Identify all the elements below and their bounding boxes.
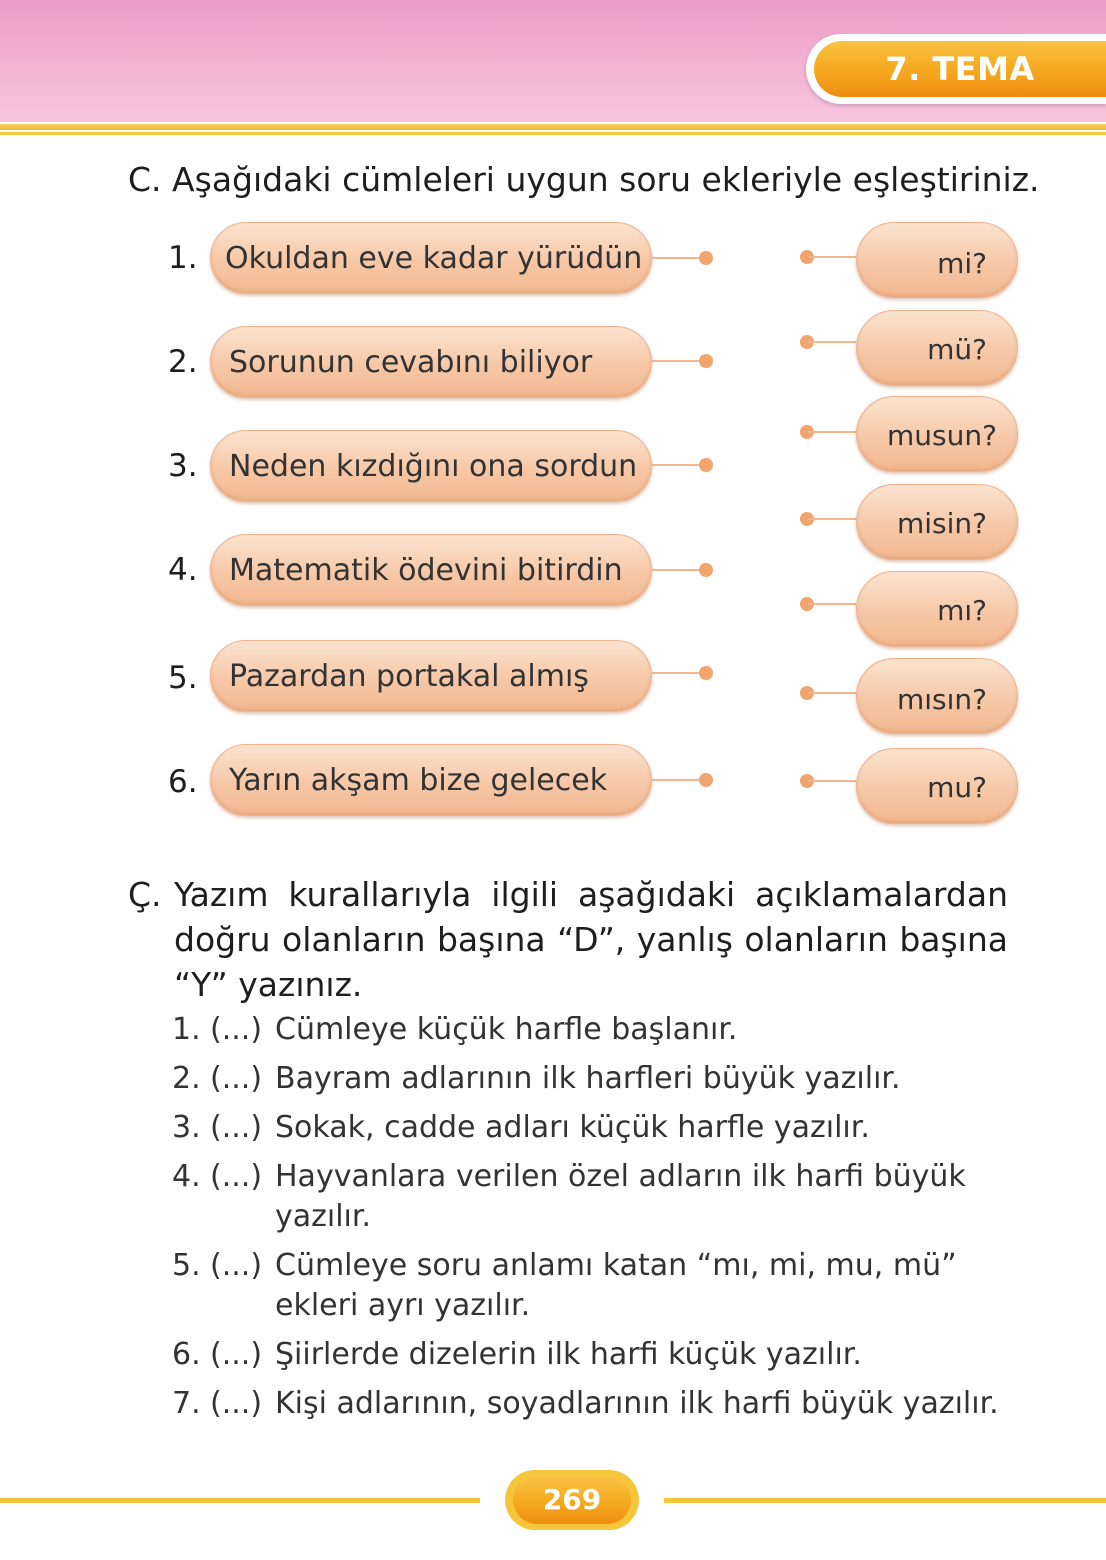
footer-divider-right	[664, 1498, 1106, 1503]
sentence-number: 5.	[168, 660, 198, 696]
connector-line	[808, 431, 856, 433]
suffix-pill	[856, 658, 1018, 734]
sentence-pill	[210, 744, 652, 816]
sentence-pill	[210, 430, 652, 502]
page-number: 269	[513, 1476, 631, 1524]
match-dot[interactable]	[699, 666, 713, 680]
suffix-pill	[856, 748, 1018, 824]
section-c-instruction: Aşağıdaki cümleleri uygun soru ekleriyle eşleştiriniz.	[172, 160, 1040, 199]
section-cc-instruction: Yazım kurallarıyla ilgili aşağıdaki açıklamalardan doğru olanların başına “D”, yanlış olanların başına “Y” yazınız.	[174, 875, 1008, 1004]
connector-line	[808, 341, 856, 343]
statement-text: Sokak, cadde adları küçük harfle yazılır.	[275, 1110, 870, 1145]
connector-line	[808, 780, 856, 782]
sentence-text: Matematik ödevini bitirdin	[229, 553, 623, 588]
sentence-number: 2.	[168, 344, 198, 380]
answer-blank[interactable]: (...)	[210, 1159, 263, 1194]
statement-number: 3.	[172, 1110, 201, 1145]
page-number-badge	[505, 1470, 639, 1530]
statement-text: Cümleye soru anlamı katan “mı, mi, mu, mü” ekleri ayrı yazılır.	[275, 1248, 957, 1323]
tema-label: 7. TEMA	[814, 41, 1106, 97]
section-c-title	[128, 160, 1040, 199]
connector-line	[652, 257, 704, 259]
suffix-text: misin?	[896, 507, 987, 540]
connector-line	[808, 603, 856, 605]
suffix-pill	[856, 396, 1018, 472]
answer-blank[interactable]: (...)	[210, 1061, 263, 1096]
match-dot[interactable]	[699, 458, 713, 472]
statement-item	[172, 1059, 1012, 1099]
header-divider-thin	[0, 132, 1106, 135]
statement-item	[172, 1246, 1012, 1326]
statement-item	[172, 1010, 1012, 1050]
statement-item	[172, 1157, 1012, 1237]
suffix-pill	[856, 310, 1018, 386]
suffix-text: musun?	[887, 419, 997, 452]
statement-item	[172, 1335, 1012, 1375]
suffix-pill	[856, 484, 1018, 560]
connector-line	[808, 518, 856, 520]
statement-number: 5.	[172, 1248, 201, 1283]
statement-number: 6.	[172, 1337, 201, 1372]
suffix-text: mısın?	[896, 683, 987, 716]
match-dot[interactable]	[699, 354, 713, 368]
sentence-number: 6.	[168, 764, 198, 800]
connector-line	[808, 256, 856, 258]
answer-blank[interactable]: (...)	[210, 1110, 263, 1145]
footer-divider-left	[0, 1498, 480, 1503]
statement-item	[172, 1384, 1012, 1424]
sentence-pill	[210, 640, 652, 712]
statement-text: Bayram adlarının ilk harfleri büyük yazılır.	[275, 1061, 901, 1096]
connector-line	[808, 692, 856, 694]
connector-line	[652, 360, 704, 362]
suffix-text: mü?	[927, 333, 987, 366]
sentence-pill	[210, 222, 652, 294]
statement-item	[172, 1108, 1012, 1148]
sentence-pill	[210, 326, 652, 398]
sentence-text: Pazardan portakal almış	[229, 659, 589, 694]
statement-text: Hayvanlara verilen özel adların ilk harfi büyük yazılır.	[275, 1159, 966, 1234]
statement-text: Kişi adlarının, soyadlarının ilk harfi büyük yazılır.	[275, 1386, 999, 1421]
statement-text: Şiirlerde dizelerin ilk harfi küçük yazılır.	[275, 1337, 862, 1372]
statement-number: 4.	[172, 1159, 201, 1194]
suffix-pill	[856, 571, 1018, 647]
answer-blank[interactable]: (...)	[210, 1337, 263, 1372]
match-dot[interactable]	[699, 563, 713, 577]
connector-line	[652, 779, 704, 781]
suffix-text: mu?	[927, 771, 987, 804]
sentence-number: 1.	[168, 240, 198, 276]
statement-text: Cümleye küçük harfle başlanır.	[275, 1012, 738, 1047]
section-cc-letter: Ç.	[128, 875, 162, 914]
suffix-pill	[856, 222, 1018, 298]
sentence-text: Sorunun cevabını biliyor	[229, 345, 593, 380]
sentence-text: Neden kızdığını ona sordun	[229, 449, 638, 484]
suffix-text: mı?	[937, 594, 987, 627]
sentence-text: Okuldan eve kadar yürüdün	[225, 241, 643, 276]
statement-number: 1.	[172, 1012, 201, 1047]
connector-line	[652, 464, 704, 466]
sentence-text: Yarın akşam bize gelecek	[229, 763, 608, 798]
statement-number: 2.	[172, 1061, 201, 1096]
section-c-letter: C.	[128, 160, 162, 199]
header-divider	[0, 124, 1106, 130]
answer-blank[interactable]: (...)	[210, 1012, 263, 1047]
sentence-number: 4.	[168, 552, 198, 588]
statement-number: 7.	[172, 1386, 201, 1421]
connector-line	[652, 672, 704, 674]
match-dot[interactable]	[699, 251, 713, 265]
sentence-number: 3.	[168, 448, 198, 484]
suffix-text: mi?	[937, 247, 987, 280]
tema-badge	[806, 34, 1106, 104]
connector-line	[652, 569, 704, 571]
match-dot[interactable]	[699, 773, 713, 787]
sentence-pill	[210, 534, 652, 606]
answer-blank[interactable]: (...)	[210, 1386, 263, 1421]
answer-blank[interactable]: (...)	[210, 1248, 263, 1283]
statement-list	[172, 1010, 1012, 1433]
